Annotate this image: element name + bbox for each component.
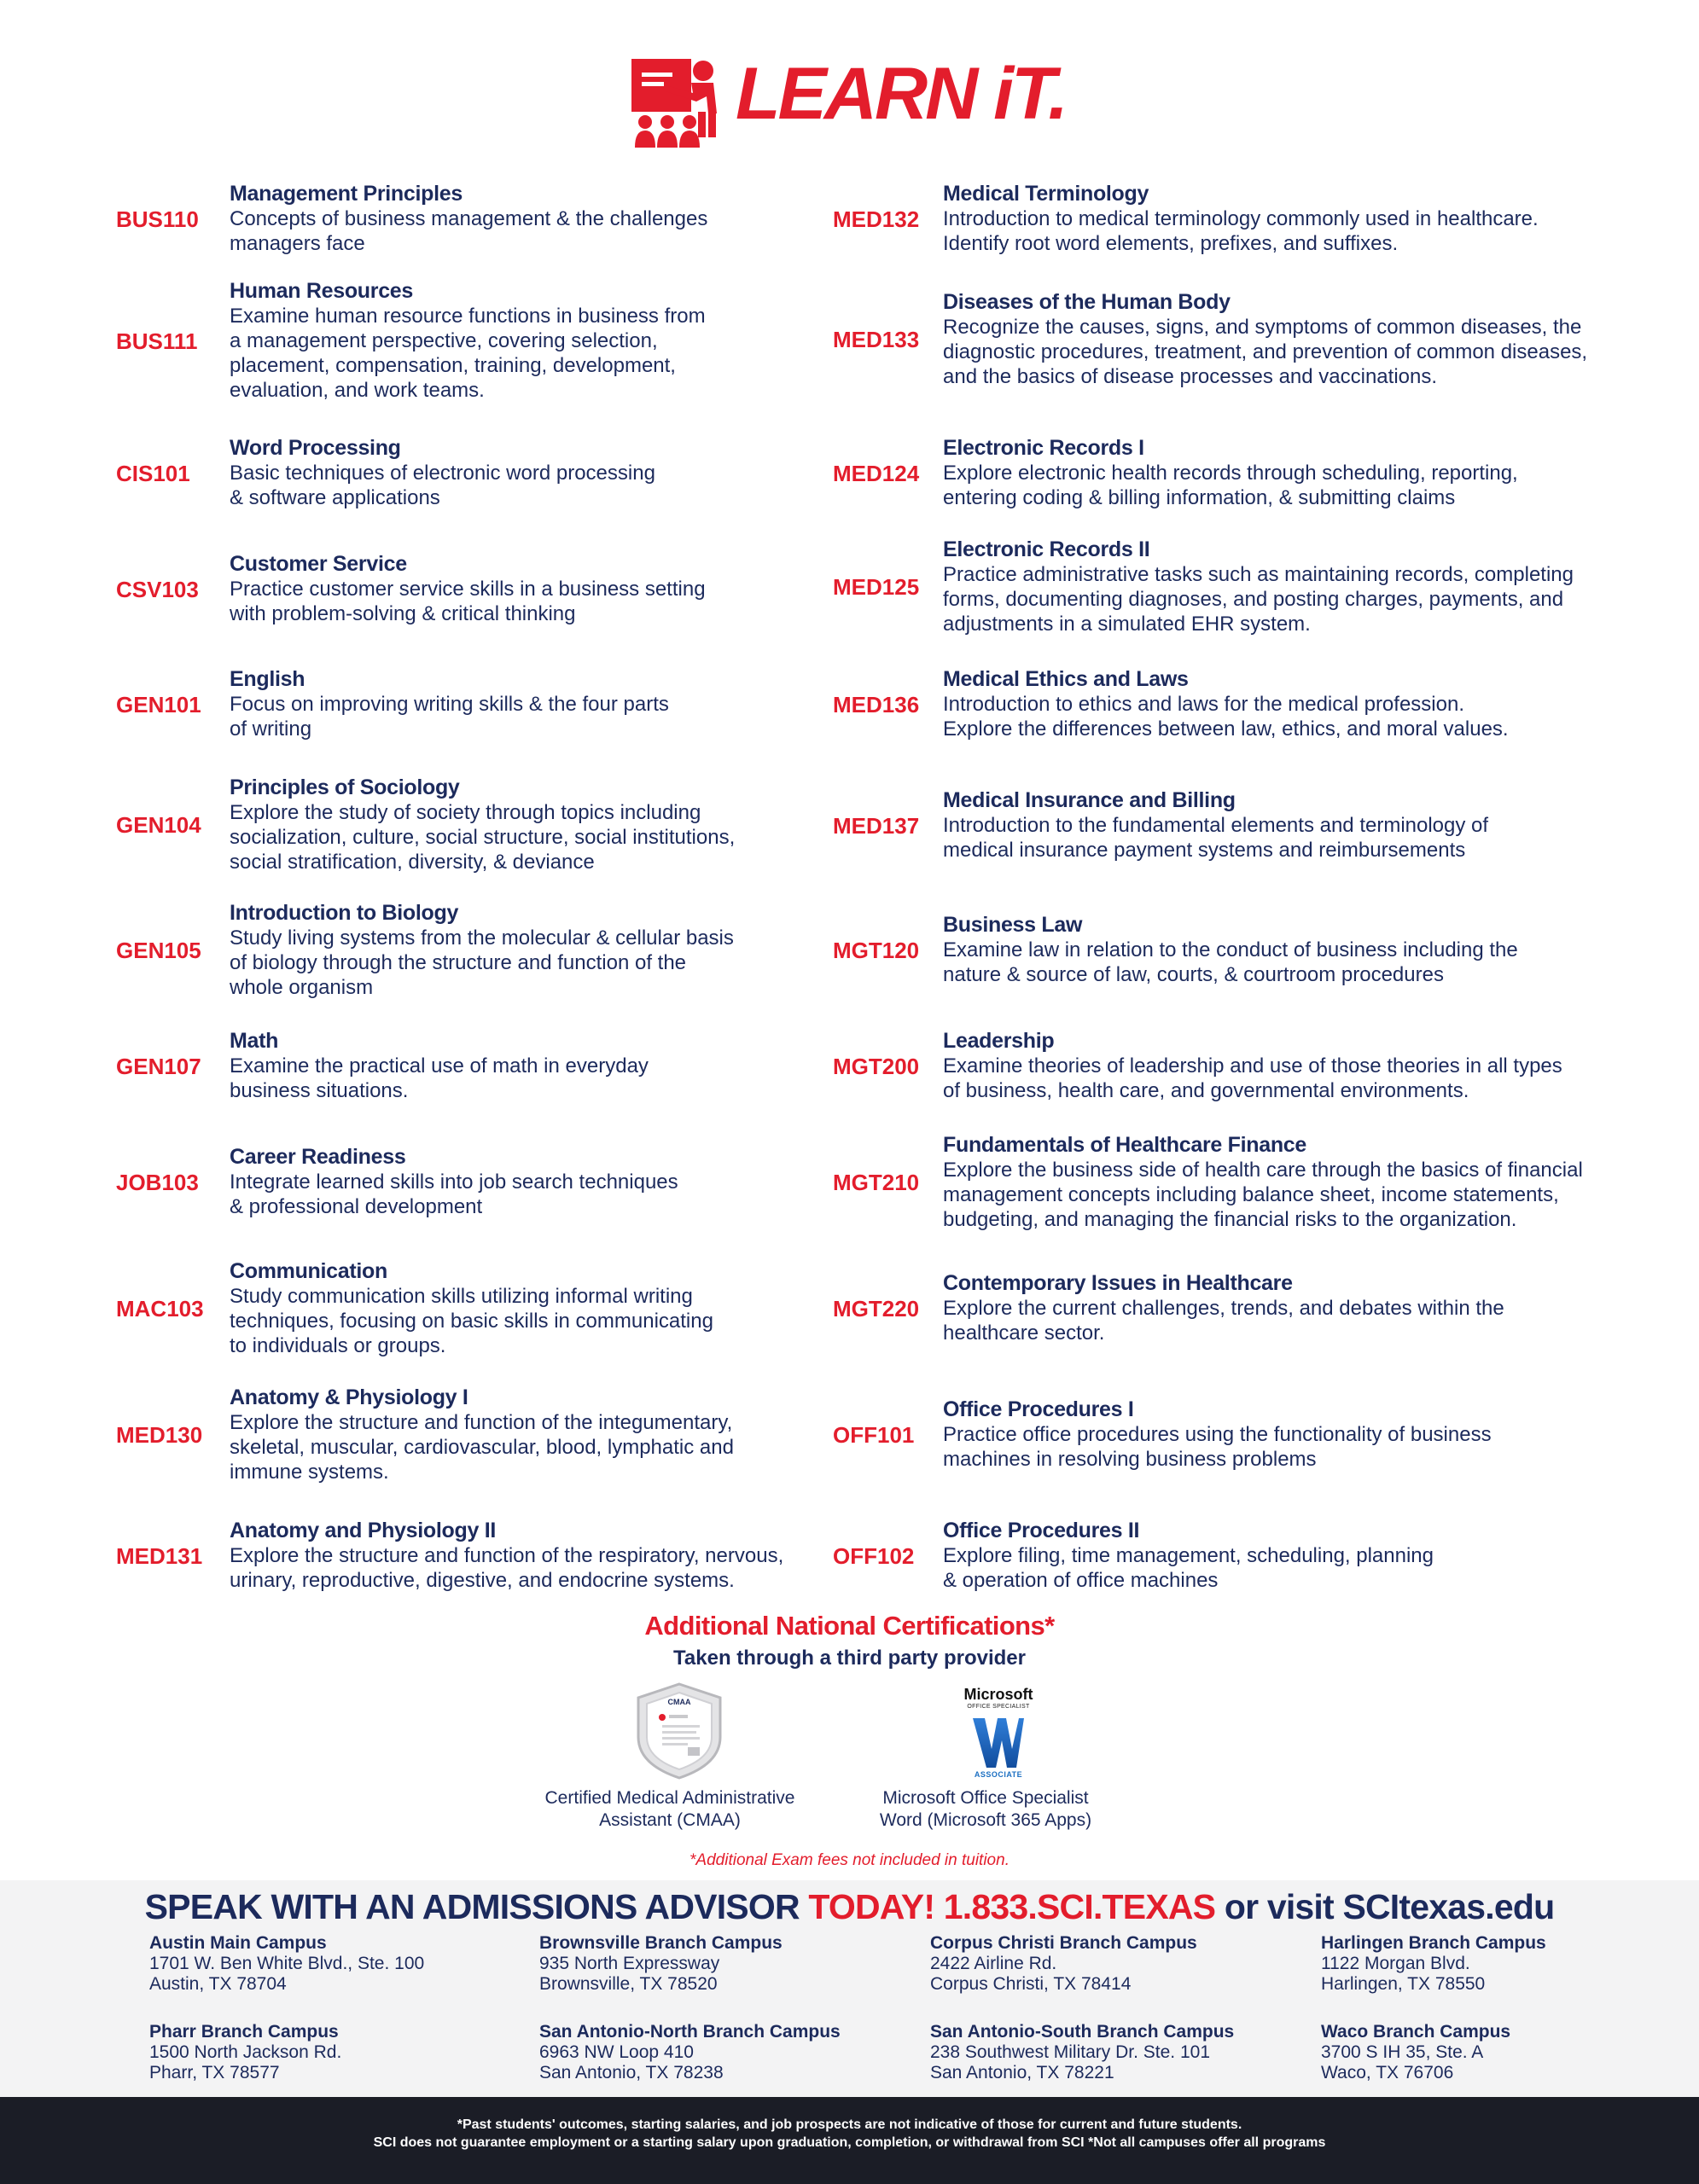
cmaa-caption	[516, 1787, 823, 1832]
campus-address	[149, 2022, 341, 2083]
course-code: MGT120	[833, 938, 920, 963]
course-description-line: Concepts of business management & the challenges	[230, 207, 708, 230]
course-description-line: diagnostic procedures, treatment, and prevention of common diseases,	[943, 340, 1588, 363]
campus-address-line: 6963 NW Loop 410	[539, 2042, 694, 2062]
course-title: Principles of Sociology	[230, 775, 460, 799]
course-title: Medical Insurance and Billing	[943, 788, 1236, 812]
course-description-line: Integrate learned skills into job search techniques	[230, 1170, 678, 1194]
word-w-icon	[971, 1715, 1026, 1769]
course-title: Business Law	[943, 913, 1083, 937]
course-code: MED124	[833, 461, 920, 486]
course-code: MED125	[833, 574, 920, 600]
mos-brand: Microsoft	[963, 1686, 1033, 1703]
course-description	[943, 461, 1518, 510]
course-description	[943, 206, 1539, 256]
course-description-line: Practice administrative tasks such as maintaining records, completing	[943, 563, 1574, 586]
course-description	[230, 1543, 783, 1593]
campus-address-line: Pharr, TX 78577	[149, 2063, 280, 2082]
course-description-line: Explore filing, time management, scheduling, planning	[943, 1544, 1434, 1567]
campus-address-line: San Antonio, TX 78221	[930, 2063, 1114, 2082]
campus-address	[149, 1933, 424, 1995]
campus-name: Austin Main Campus	[149, 1933, 327, 1953]
fees-note: *Additional Exam fees not included in tuition.	[689, 1851, 1010, 1869]
campus-address-line: Corpus Christi, TX 78414	[930, 1974, 1132, 1994]
course-description-line: social stratification, diversity, & deviance	[230, 851, 595, 874]
campus-address-line: 1122 Morgan Blvd.	[1321, 1954, 1470, 1973]
course-title: Anatomy and Physiology II	[230, 1519, 496, 1542]
mos-caption-line: Microsoft Office Specialist	[882, 1788, 1089, 1808]
course-description-line: Explore the current challenges, trends, and debates within the	[943, 1297, 1504, 1320]
certifications-heading: Additional National Certifications*	[644, 1611, 1055, 1641]
course-description-line: a management perspective, covering selection,	[230, 329, 658, 352]
campus-address-line: Harlingen, TX 78550	[1321, 1974, 1486, 1994]
course-code: GEN104	[116, 812, 201, 838]
course-description-line: Basic techniques of electronic word processing	[230, 462, 655, 485]
course-description	[943, 1054, 1562, 1103]
campus-name: Brownsville Branch Campus	[539, 1933, 783, 1953]
course-description	[943, 562, 1574, 636]
cta-text: SPEAK WITH AN ADMISSIONS ADVISOR	[144, 1887, 809, 1926]
course-description-line: managers face	[230, 232, 365, 255]
course-description-line: & operation of office machines	[943, 1569, 1219, 1592]
course-code: BUS111	[116, 328, 198, 354]
campus-name: San Antonio-North Branch Campus	[539, 2022, 841, 2042]
contact-band	[0, 1880, 1699, 2097]
cmaa-badge-icon	[631, 1681, 727, 1781]
course-title: Word Processing	[230, 436, 401, 460]
cta-website[interactable]: or visit SCItexas.edu	[1215, 1887, 1555, 1926]
course-description-line: Examine the practical use of math in everyday	[230, 1054, 649, 1077]
course-description-line: & professional development	[230, 1195, 483, 1218]
campus-address	[930, 1933, 1197, 1995]
course-description	[943, 315, 1587, 389]
cmaa-caption-line: Assistant (CMAA)	[599, 1810, 741, 1830]
course-title: Management Principles	[230, 182, 463, 206]
course-description-line: whole organism	[230, 976, 374, 999]
course-title: Diseases of the Human Body	[943, 290, 1231, 314]
course-description-line: Explore the study of society through topics including	[230, 801, 701, 824]
campus-address-line: 1701 W. Ben White Blvd., Ste. 100	[149, 1954, 425, 1973]
course-description-line: Explore electronic health records through scheduling, reporting,	[943, 462, 1518, 485]
course-title: Introduction to Biology	[230, 901, 459, 925]
campus-address-line: San Antonio, TX 78238	[539, 2063, 724, 2082]
course-title: Human Resources	[230, 279, 414, 303]
course-description-line: with problem-solving & critical thinking	[230, 602, 576, 625]
course-description-line: urinary, reproductive, digestive, and endocrine systems.	[230, 1569, 735, 1592]
course-description	[230, 1054, 649, 1103]
course-description	[230, 304, 706, 403]
course-description	[230, 461, 655, 510]
course-title: Medical Ethics and Laws	[943, 667, 1189, 691]
campus-address	[930, 2022, 1234, 2083]
course-code: OFF101	[833, 1422, 915, 1448]
course-description-line: socialization, culture, social structure, social institutions,	[230, 826, 736, 849]
course-description-line: Examine theories of leadership and use of those theories in all types	[943, 1054, 1562, 1077]
course-title: English	[230, 667, 305, 691]
campus-name: Harlingen Branch Campus	[1321, 1933, 1546, 1953]
course-description-line: techniques, focusing on basic skills in communicating	[230, 1310, 713, 1333]
course-description	[230, 692, 669, 741]
course-description-line: of writing	[230, 717, 312, 741]
mos-sub: OFFICE SPECIALIST	[967, 1704, 1030, 1710]
course-description	[230, 1170, 678, 1219]
course-title: Electronic Records II	[943, 537, 1150, 561]
course-title: Career Readiness	[230, 1145, 406, 1169]
course-description-line: Introduction to medical terminology commonly used in healthcare.	[943, 207, 1539, 230]
mos-level: ASSOCIATE	[974, 1770, 1023, 1779]
mos-caption	[832, 1787, 1139, 1832]
course-code: CIS101	[116, 461, 190, 486]
header	[0, 47, 1699, 149]
course-description-line: Study living systems from the molecular & cellular basis	[230, 926, 734, 950]
course-description-line: skeletal, muscular, cardiovascular, blood, lymphatic and	[230, 1436, 734, 1459]
course-description-line: immune systems.	[230, 1461, 389, 1484]
course-code: MED131	[116, 1543, 203, 1569]
course-code: MED137	[833, 813, 920, 839]
course-description	[230, 206, 707, 256]
campus-name: Waco Branch Campus	[1321, 2022, 1511, 2042]
disclaimer-line: *Past students' outcomes, starting salaries, and job prospects are not indicative of those for current and future students.	[457, 2117, 1242, 2132]
campus-address	[1321, 2022, 1510, 2083]
course-code: CSV103	[116, 577, 199, 602]
course-description-line: Recognize the causes, signs, and symptoms of common diseases, the	[943, 316, 1582, 339]
campus-address-line: Waco, TX 76706	[1321, 2063, 1454, 2082]
cmaa-caption-line: Certified Medical Administrative	[544, 1788, 795, 1808]
course-description-line: Study communication skills utilizing informal writing	[230, 1285, 693, 1308]
course-description	[230, 926, 734, 1000]
cmaa-badge-text: CMAA	[667, 1698, 691, 1706]
campus-name: San Antonio-South Branch Campus	[930, 2022, 1235, 2042]
course-description-line: Introduction to ethics and laws for the medical profession.	[943, 693, 1464, 716]
course-code: MGT200	[833, 1054, 920, 1079]
course-title: Medical Terminology	[943, 182, 1149, 206]
course-description-line: Identify root word elements, prefixes, and suffixes.	[943, 232, 1399, 255]
admissions-cta	[0, 1887, 1699, 1927]
course-description-line: adjustments in a simulated EHR system.	[943, 613, 1311, 636]
course-description	[230, 1410, 734, 1484]
course-title: Contemporary Issues in Healthcare	[943, 1271, 1293, 1295]
footer	[0, 2097, 1699, 2184]
campus-address-line: 935 North Expressway	[539, 1954, 720, 1973]
course-description-line: Explore the business side of health care through the basics of financial	[943, 1159, 1583, 1182]
campus-address-line: Austin, TX 78704	[149, 1974, 287, 1994]
campus-address-line: 238 Southwest Military Dr. Ste. 101	[930, 2042, 1210, 2062]
course-description-line: Examine human resource functions in business from	[230, 305, 706, 328]
course-description-line: of biology through the structure and function of the	[230, 951, 687, 974]
course-code: MGT210	[833, 1170, 920, 1195]
course-code: GEN101	[116, 692, 201, 717]
course-code: MED132	[833, 206, 920, 232]
course-code: MGT220	[833, 1296, 920, 1321]
course-description-line: Explore the differences between law, ethics, and moral values.	[943, 717, 1509, 741]
course-description	[943, 1158, 1583, 1232]
course-code: MED136	[833, 692, 920, 717]
logo-text: LEARN iT.	[736, 53, 1067, 135]
course-description-line: nature & source of law, courts, & courtroom procedures	[943, 963, 1444, 986]
course-description	[943, 1543, 1434, 1593]
course-description	[230, 800, 735, 874]
course-description-line: business situations.	[230, 1079, 409, 1102]
course-description-line: Explore the structure and function of the respiratory, nervous,	[230, 1544, 784, 1567]
course-description	[943, 1422, 1492, 1472]
course-code: MED130	[116, 1422, 203, 1448]
instructor-icon	[631, 54, 727, 149]
cta-phone[interactable]: TODAY! 1.833.SCI.TEXAS	[808, 1887, 1216, 1926]
course-description-line: Introduction to the fundamental elements and terminology of	[943, 814, 1489, 837]
course-description-line: medical insurance payment systems and reimbursements	[943, 839, 1466, 862]
course-description-line: management concepts including balance sheet, income statements,	[943, 1183, 1559, 1206]
course-description-line: of business, health care, and governmental environments.	[943, 1079, 1469, 1102]
course-description	[943, 938, 1518, 987]
disclaimer-line: SCI does not guarantee employment or a starting salary upon graduation, completion, or withdrawal from SCI *Not all campuses offer all programs	[373, 2135, 1326, 2150]
course-description-line: healthcare sector.	[943, 1321, 1105, 1345]
campus-address-line: 2422 Airline Rd.	[930, 1954, 1057, 1973]
course-description	[943, 692, 1509, 741]
course-description	[943, 813, 1488, 863]
campus-address	[539, 2022, 841, 2083]
campus-address-line: 1500 North Jackson Rd.	[149, 2042, 342, 2062]
mos-caption-line: Word (Microsoft 365 Apps)	[879, 1810, 1092, 1830]
course-description-line: entering coding & billing information, & submitting claims	[943, 486, 1456, 509]
course-description-line: Focus on improving writing skills & the four parts	[230, 693, 669, 716]
course-title: Fundamentals of Healthcare Finance	[943, 1133, 1307, 1157]
course-description	[230, 577, 706, 626]
course-description-line: Practice customer service skills in a business setting	[230, 578, 706, 601]
campus-address-line: 3700 S IH 35, Ste. A	[1321, 2042, 1484, 2062]
course-description-line: and the basics of disease processes and vaccinations.	[943, 365, 1438, 388]
course-description-line: & software applications	[230, 486, 440, 509]
course-title: Office Procedures II	[943, 1519, 1140, 1542]
campus-name: Pharr Branch Campus	[149, 2022, 339, 2042]
course-description-line: to individuals or groups.	[230, 1334, 446, 1357]
course-code: JOB103	[116, 1170, 199, 1195]
course-description-line: machines in resolving business problems	[943, 1448, 1317, 1471]
course-code: GEN105	[116, 938, 201, 963]
course-description	[943, 1296, 1504, 1345]
certifications-subheading: Taken through a third party provider	[673, 1647, 1026, 1670]
campus-address	[1321, 1933, 1546, 1995]
course-description-line: Explore the structure and function of the integumentary,	[230, 1411, 733, 1434]
course-title: Customer Service	[230, 552, 407, 576]
course-title: Communication	[230, 1259, 387, 1283]
course-description	[230, 1284, 713, 1358]
course-title: Math	[230, 1029, 279, 1053]
campus-name: Corpus Christi Branch Campus	[930, 1933, 1197, 1953]
course-description-line: forms, documenting diagnoses, and posting charges, payments, and	[943, 588, 1564, 611]
course-code: MAC103	[116, 1296, 204, 1321]
course-description-line: budgeting, and managing the financial risks to the organization.	[943, 1208, 1517, 1231]
course-title: Leadership	[943, 1029, 1055, 1053]
campus-address	[539, 1933, 783, 1995]
course-description-line: placement, compensation, training, development,	[230, 354, 676, 377]
course-description-line: evaluation, and work teams.	[230, 379, 485, 402]
course-title: Electronic Records I	[943, 436, 1144, 460]
course-code: OFF102	[833, 1543, 915, 1569]
course-description-line: Examine law in relation to the conduct of business including the	[943, 938, 1518, 961]
course-code: BUS110	[116, 206, 199, 232]
mos-word-badge	[956, 1686, 1041, 1780]
course-code: GEN107	[116, 1054, 201, 1079]
course-title: Office Procedures I	[943, 1397, 1134, 1421]
course-description-line: Practice office procedures using the functionality of business	[943, 1423, 1492, 1446]
course-title: Anatomy & Physiology I	[230, 1385, 468, 1409]
course-code: MED133	[833, 327, 920, 352]
campus-address-line: Brownsville, TX 78520	[539, 1974, 718, 1994]
